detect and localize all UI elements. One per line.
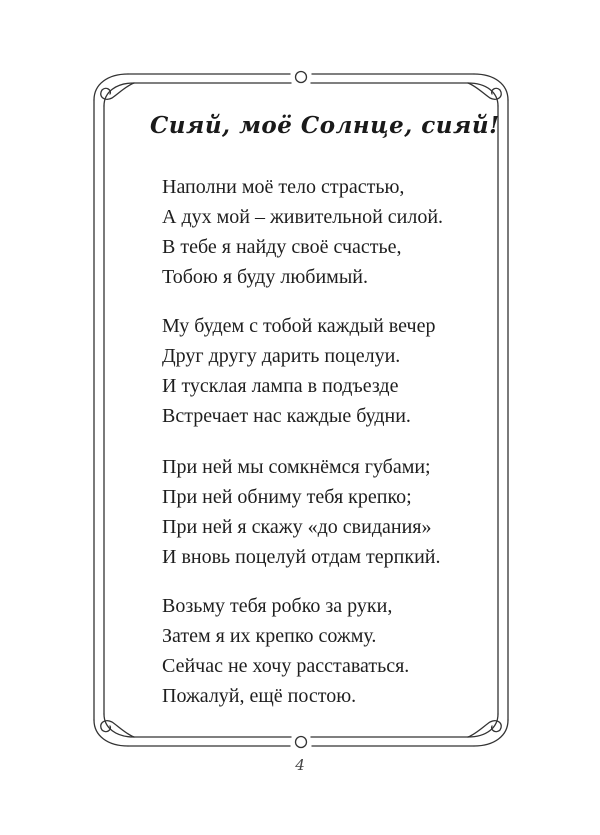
poem-line: Затем я их крепко сожму. [162, 625, 377, 647]
poem-line: При ней я скажу «до свидания» [162, 516, 432, 538]
poem-line: Тобою я буду любимый. [162, 266, 368, 288]
poem-line: Пожалуй, ещё постою. [162, 685, 357, 707]
stanza-2 [162, 311, 435, 431]
poem-line: Друг другу дарить поцелуи. [162, 345, 401, 367]
stanza-3 [162, 452, 441, 572]
stanza-4 [162, 591, 409, 711]
poem-line: И тусклая лампа в подъезде [162, 375, 399, 397]
poem-line: При ней обниму тебя крепко; [162, 486, 412, 508]
poem-line: Встречает нас каждые будни. [162, 405, 411, 427]
poem-line: И вновь поцелуй отдам терпкий. [162, 546, 441, 568]
poem-line: А дух мой – живительной силой. [162, 206, 444, 228]
poem-line: Возьму тебя робко за руки, [162, 595, 393, 617]
poem-line: При ней мы сомкнёмся губами; [162, 456, 431, 478]
poem-line: Му будем с тобой каждый вечер [162, 315, 436, 337]
poem-line: Наполни моё тело страстью, [162, 176, 405, 198]
poem-title: Сияй, моё Солнце, сияй! [150, 112, 500, 139]
poem-line: Сейчас не хочу расставаться. [162, 655, 410, 677]
stanza-1 [162, 172, 443, 292]
poem-line: В тебе я найду своё счастье, [162, 236, 402, 258]
page-number: 4 [295, 756, 305, 774]
